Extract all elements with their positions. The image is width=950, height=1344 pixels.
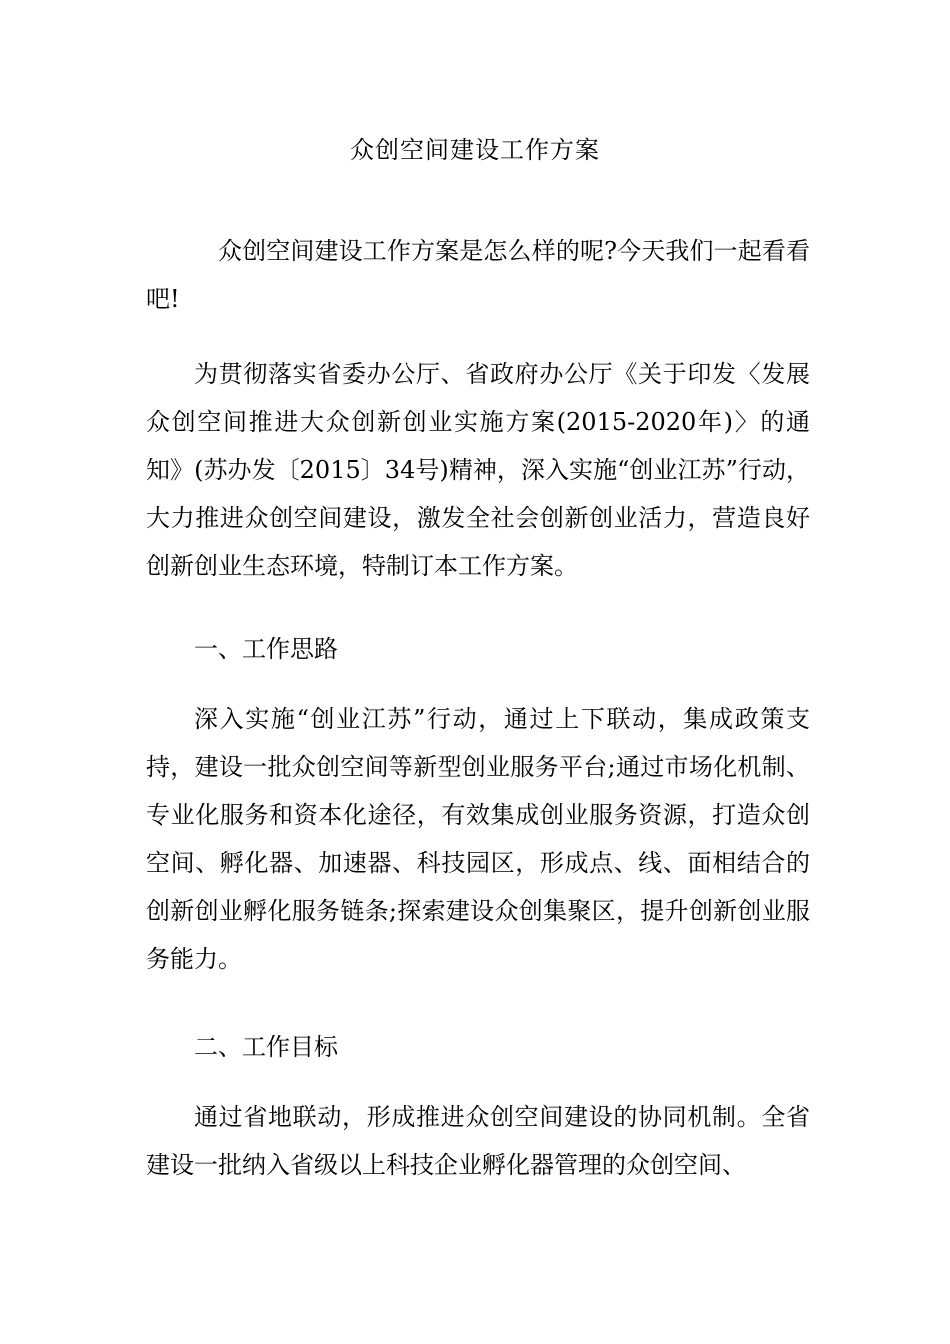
- section-body-work-approach: 深入实施“创业江苏”行动，通过上下联动，集成政策支持，建设一批众创空间等新型创业服务平台;通过市场化机制、专业化服务和资本化途径，有效集成创业服务资源，打造众创空间、孵化器、加速器、科技园区，形成点、线、面相结合的创新创业孵化服务链条;探索建设众创集聚区，提升创新创业服务能力。: [146, 705, 810, 973]
- section-body-work-goals: 通过省地联动，形成推进众创空间建设的协同机制。全省建设一批纳入省级以上科技企业孵化器管理的众创空间、: [146, 1103, 810, 1179]
- intro-paragraph: 众创空间建设工作方案是怎么样的呢?今天我们一起看看吧!: [146, 237, 810, 313]
- purpose-paragraph: 为贯彻落实省委办公厅、省政府办公厅《关于印发〈发展众创空间推进大众创新创业实施方案(2015-2020年)〉的通知》(苏办发〔2015〕34号)精神，深入实施“创业江苏”行动，大力推进众创空间建设，激发全社会创新创业活力，营造良好创新创业生态环境，特制订本工作方案。: [146, 360, 810, 580]
- document-title: 众创空间建设工作方案: [350, 136, 600, 164]
- section-heading-work-approach: 一、工作思路: [194, 635, 338, 663]
- section-heading-work-goals: 二、工作目标: [194, 1033, 338, 1061]
